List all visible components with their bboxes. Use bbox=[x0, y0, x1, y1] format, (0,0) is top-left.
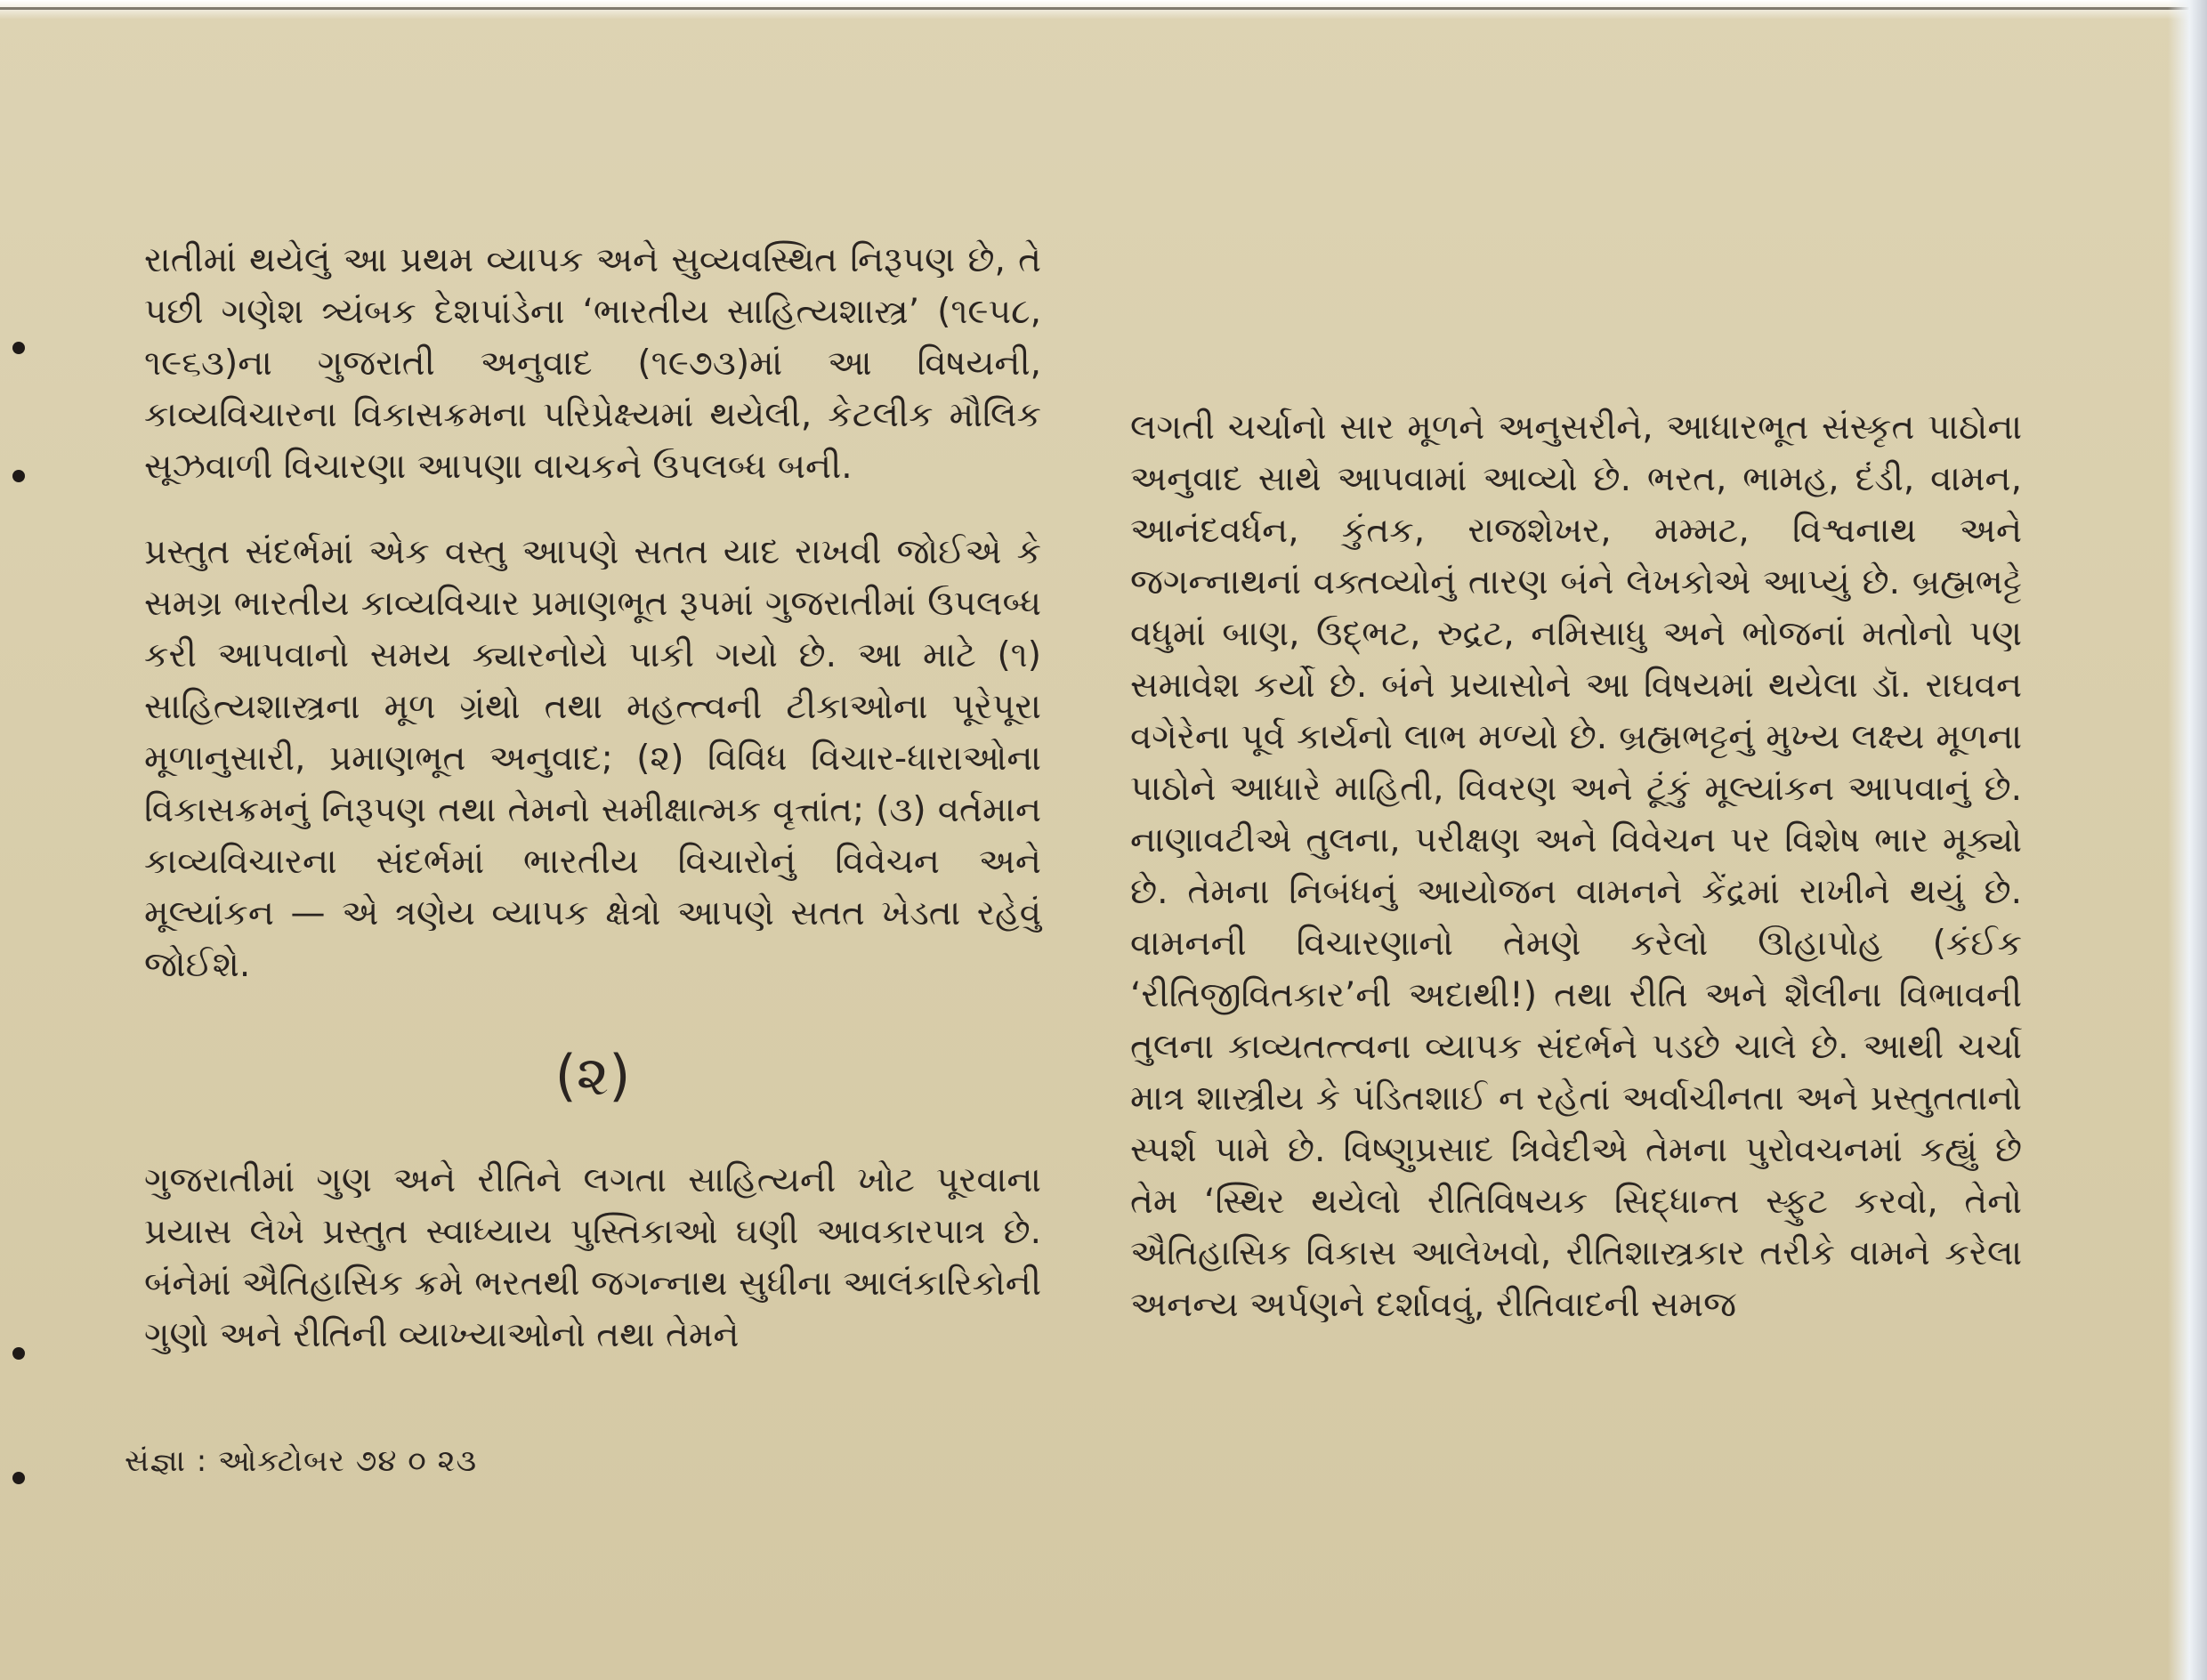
left-column bbox=[144, 235, 1041, 1361]
left-paragraph-2: પ્રસ્તુત સંદર્ભમાં એક વસ્તુ આપણે સતત યાદ રાખવી જોઈએ કે સમગ્ર ભારતીય કાવ્યવિચાર પ્રમાણભૂત રૂપમાં ગુજરાતીમાં ઉપલબ્ધ કરી આપવાનો સમય ક્યારનોયે પાકી ગયો છે. આ માટે (૧) સાહિત્યશાસ્ત્રના મૂળ ગ્રંથો તથા મહત્ત્વની ટીકાઓના પૂરેપૂરા મૂળાનુસારી, પ્રમાણભૂત અનુવાદ; (૨) વિવિધ વિચાર-ધારાઓના વિકાસક્રમનું નિરૂપણ તથા તેમનો સમીક્ષાત્મક વૃત્તાંત; (૩) વર્તમાન કાવ્યવિચારના સંદર્ભમાં ભારતીય વિચારોનું વિવેચન અને મૂલ્યાંકન — એ ત્રણેય વ્યાપક ક્ષેત્રો આપણે સતત ખેડતા રહેવું જોઈશે. bbox=[144, 532, 1041, 985]
right-paragraph-1: લગતી ચર્ચાનો સાર મૂળને અનુસરીને, આધારભૂત સંસ્કૃત પાઠોના અનુવાદ સાથે આપવામાં આવ્યો છે. ભરત, ભામહ, દંડી, વામન, આનંદવર્ધન, કુંતક, રાજશેખર, મમ્મટ, વિશ્વનાથ અને જગન્નાથનાં વક્તવ્યોનું તારણ બંને લેખકોએ આપ્યું છે. બ્રહ્મભટ્ટે વધુમાં બાણ, ઉદ્ભટ, રુદ્રટ, નમિસાધુ અને ભોજનાં મતોનો પણ સમાવેશ કર્યો છે. બંને પ્રયાસોને આ વિષયમાં થયેલા ડૉ. રાઘવન વગેરેના પૂર્વ કાર્યનો લાભ મળ્યો છે. બ્રહ્મભટ્ટનું મુખ્ય લક્ષ્ય મૂળના પાઠોને આધારે માહિતી, વિવરણ અને ટૂંકું મૂલ્યાંકન આપવાનું છે. નાણાવટીએ તુલના, પરીક્ષણ અને વિવેચન પર વિશેષ ભાર મૂક્યો છે. તેમના નિબંધનું આયોજન વામનને કેંદ્રમાં રાખીને થયું છે. વામનની વિચારણાનો તેમણે કરેલો ઊહાપોહ (કંઈક ‘રીતિજીવિતકાર’ની અદાથી!) તથા રીતિ અને શૈલીના વિભાવની તુલના કાવ્યતત્ત્વના વ્યાપક સંદર્ભને પડછે ચાલે છે. આથી ચર્ચા માત્ર શાસ્ત્રીય કે પંડિતશાઈ ન રહેતાં અર્વાચીનતા અને પ્રસ્તુતતાનો સ્પર્શ પામે છે. વિષ્ણુપ્રસાદ ત્રિવેદીએ તેમના પુરોવચનમાં કહ્યું છે તેમ ‘સ્થિર થયેલો રીતિવિષયક સિદ્ધાન્ત સ્ફુટ કરવો, તેનો ઐતિહાસિક વિકાસ આલેખવો, રીતિશાસ્ત્રકાર તરીકે વામને કરેલા અનન્ય અર્પણને દર્શાવવું, રીતિવાદની સમજ bbox=[1130, 408, 2022, 1325]
page-footer: સંજ્ઞા : ઓક્ટોબર ૭૪ ૦ ૨૩ bbox=[125, 1443, 478, 1479]
section-heading: (૨) bbox=[554, 1043, 631, 1108]
left-paragraph-3: ગુજરાતીમાં ગુણ અને રીતિને લગતા સાહિત્યની ખોટ પૂરવાના પ્રયાસ લેખે પ્રસ્તુત સ્વાધ્યાય પુસ્તિકાઓ ઘણી આવકારપાત્ર છે. બંનેમાં ઐતિહાસિક ક્રમે ભરતથી જગન્નાથ સુધીના આલંકારિકોની ગુણો અને રીતિની વ્યાખ્યાઓનો તથા તેમને bbox=[144, 1160, 1041, 1355]
margin-dot bbox=[12, 470, 25, 482]
page-top-edge bbox=[0, 0, 2207, 20]
right-column bbox=[1130, 402, 2022, 1331]
page-right-edge bbox=[2168, 0, 2207, 1680]
left-paragraph-1: રાતીમાં થયેલું આ પ્રથમ વ્યાપક અને સુવ્યવસ્થિત નિરૂપણ છે, તે પછી ગણેશ ત્ર્યંબક દેશપાંડેના ‘ભારતીય સાહિત્યશાસ્ત્ર’ (૧૯૫૮, ૧૯૬૩)ના ગુજરાતી અનુવાદ (૧૯૭૩)માં આ વિષયની, કાવ્યવિચારના વિકાસક્રમના પરિપ્રેક્ષ્યમાં થયેલી, કેટલીક મૌલિક સૂઝવાળી વિચારણા આપણા વાચકને ઉપલબ્ધ બની. bbox=[144, 240, 1041, 487]
margin-dot bbox=[12, 342, 25, 354]
margin-dot bbox=[12, 1472, 25, 1484]
margin-dot bbox=[12, 1347, 25, 1360]
page-top-rule bbox=[0, 7, 2207, 10]
